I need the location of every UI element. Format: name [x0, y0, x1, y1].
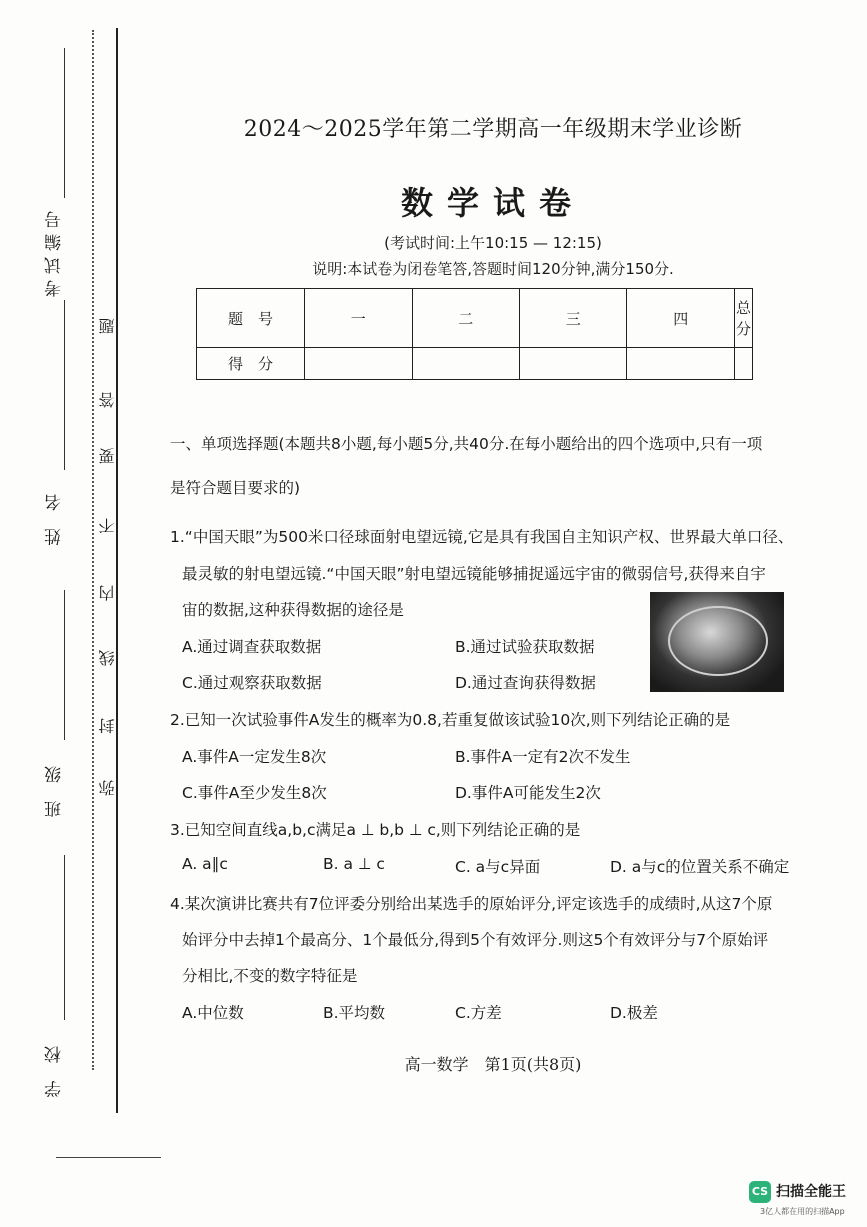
- exam-title: 2024～2025学年第二学期高一年级期末学业诊断: [243, 117, 743, 142]
- question-1-option-a[interactable]: A.通过调查获取数据: [182, 638, 322, 656]
- fast-telescope-photo: [650, 592, 784, 692]
- question-2-option-c[interactable]: C.事件A至少发生8次: [182, 784, 327, 802]
- seal-hint-char: 题: [98, 318, 117, 334]
- question-1-option-c[interactable]: C.通过观察获取数据: [182, 674, 322, 692]
- question-1-stem: 最灵敏的射电望远镜.“中国天眼”射电望远镜能够捕捉遥远宇宙的微弱信号,获得来自宇: [182, 565, 766, 583]
- exam-note: 说明:本试卷为闭卷笔答,答题时间120分钟,满分150分.: [312, 260, 674, 278]
- question-2-option-d[interactable]: D.事件A可能发生2次: [455, 784, 601, 802]
- divider: [56, 1157, 161, 1158]
- score-input-cell[interactable]: [734, 348, 752, 380]
- section-heading: 一、单项选择题(本题共8小题,每小题5分,共40分.在每小题给出的四个选项中,只有一项: [170, 435, 763, 453]
- class-field[interactable]: [64, 590, 65, 740]
- question-4-option-d[interactable]: D.极差: [610, 1004, 658, 1022]
- seal-hint-char: 线: [98, 650, 117, 666]
- question-3-option-a[interactable]: A. a∥c: [182, 855, 228, 873]
- school-label: 学 校: [45, 1040, 65, 1098]
- score-input-cell[interactable]: [412, 348, 519, 380]
- score-table-cell: 三: [520, 289, 627, 348]
- fold-dotted-line: [92, 30, 94, 1070]
- question-1-stem: 1.“中国天眼”为500米口径球面射电望远镜,它是具有我国自主知识产权、世界最大单口径、: [170, 528, 794, 546]
- exam-number-label: 考试编号: [45, 205, 65, 297]
- score-table-cell: 总 分: [734, 289, 752, 348]
- question-4-stem: 4.某次演讲比赛共有7位评委分别给出某选手的原始评分,评定该选手的成绩时,从这7个原: [170, 895, 773, 913]
- section-heading: 是符合题目要求的): [170, 479, 301, 497]
- question-1-option-b[interactable]: B.通过试验获取数据: [455, 638, 595, 656]
- question-1-stem: 宙的数据,这种获得数据的途径是: [182, 601, 404, 619]
- seal-hint-char: 答: [98, 392, 117, 408]
- question-4-option-c[interactable]: C.方差: [455, 1004, 502, 1022]
- school-field[interactable]: [64, 855, 65, 1020]
- question-1-option-d[interactable]: D.通过查询获得数据: [455, 674, 596, 692]
- exam-number-field[interactable]: [64, 48, 65, 198]
- question-3-option-d[interactable]: D. a与c的位置关系不确定: [610, 858, 790, 876]
- score-table-cell: 二: [412, 289, 519, 348]
- question-2-option-a[interactable]: A.事件A一定发生8次: [182, 748, 327, 766]
- score-input-cell[interactable]: [520, 348, 627, 380]
- score-input-cell[interactable]: [305, 348, 412, 380]
- question-2-stem: 2.已知一次试验事件A发生的概率为0.8,若重复做该试验10次,则下列结论正确的是: [170, 711, 731, 729]
- seal-hint-char: 不: [98, 518, 117, 534]
- score-table: [196, 288, 753, 380]
- question-4-option-b[interactable]: B.平均数: [323, 1004, 386, 1022]
- page-footer: 高一数学 第1页(共8页): [404, 1055, 582, 1074]
- question-4-option-a[interactable]: A.中位数: [182, 1004, 244, 1022]
- question-2-option-b[interactable]: B.事件A一定有2次不发生: [455, 748, 631, 766]
- scanner-logo-icon: CS: [749, 1181, 771, 1203]
- class-label: 班 级: [45, 760, 65, 818]
- main-title: 数学试卷: [400, 184, 585, 222]
- score-table-score-row: [197, 348, 753, 380]
- score-row-label: 得 分: [197, 348, 305, 380]
- scanner-app-tagline: 3亿人都在用的扫描App: [760, 1207, 845, 1216]
- score-table-header-row: [197, 289, 753, 348]
- seal-hint-char: 封: [98, 718, 117, 734]
- question-4-stem: 始评分中去掉1个最高分、1个最低分,得到5个有效评分.则这5个有效评分与7个原始评: [182, 931, 769, 949]
- scanner-app-name: 扫描全能王: [776, 1184, 846, 1200]
- name-field[interactable]: [64, 300, 65, 470]
- score-table-cell: 一: [305, 289, 412, 348]
- score-table-cell: 四: [627, 289, 734, 348]
- question-3-option-b[interactable]: B. a ⊥ c: [323, 855, 385, 873]
- seal-hint-char: 内: [98, 585, 117, 601]
- exam-time: (考试时间:上午10:15 — 12:15): [384, 234, 602, 252]
- score-table-cell: 题 号: [197, 289, 305, 348]
- seal-hint-char: 弥: [98, 780, 117, 796]
- question-4-stem: 分相比,不变的数字特征是: [182, 967, 358, 985]
- name-label: 姓 名: [45, 488, 65, 546]
- question-3-stem: 3.已知空间直线a,b,c满足a ⊥ b,b ⊥ c,则下列结论正确的是: [170, 821, 581, 839]
- question-3-option-c[interactable]: C. a与c异面: [455, 858, 541, 876]
- score-input-cell[interactable]: [627, 348, 734, 380]
- seal-hint-char: 要: [98, 448, 117, 464]
